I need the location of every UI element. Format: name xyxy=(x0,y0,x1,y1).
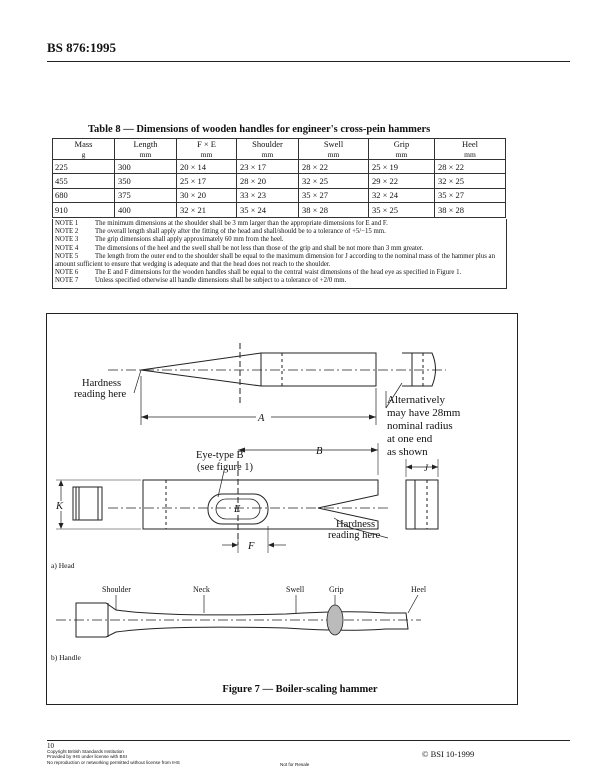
column-header: Mass xyxy=(53,139,115,150)
note-4 xyxy=(55,245,504,253)
table-cell: 28 × 22 xyxy=(299,160,369,174)
table-cell: 35 × 27 xyxy=(435,188,506,202)
column-header: Heel xyxy=(435,139,506,150)
handle-label-swell: Swell xyxy=(286,585,305,594)
table-cell: 910 xyxy=(53,203,115,217)
note-label: NOTE 3 xyxy=(55,236,79,244)
note-text: The dimensions of the heel and the swell shall be not less than those of the grip and shall be not more than 3 mm greater. xyxy=(95,244,424,252)
note-5 xyxy=(55,253,504,269)
table-cell: 29 × 22 xyxy=(369,174,435,188)
table-notes xyxy=(52,219,507,289)
eye-type-label: Eye-type B xyxy=(196,450,244,461)
copyright-notice xyxy=(47,749,180,765)
table-row xyxy=(53,160,506,174)
note-text: The grip dimensions shall apply approximately 60 mm from the heel. xyxy=(95,236,284,244)
alternatively-label: nominal radius xyxy=(387,420,453,432)
table-cell: 30 × 20 xyxy=(177,188,237,202)
note-1 xyxy=(55,220,504,228)
dim-a-label: A xyxy=(258,413,265,424)
column-unit: mm xyxy=(115,149,177,160)
header-rule xyxy=(47,61,570,62)
hardness-right-label: reading here xyxy=(328,530,381,541)
table-cell: 35 × 27 xyxy=(299,188,369,202)
table-title: Table 8 — Dimensions of wooden handles for engineer's cross-pein hammers xyxy=(88,124,431,135)
footer-rule xyxy=(47,740,570,741)
alternatively-label: Alternatively xyxy=(387,394,446,406)
column-unit: mm xyxy=(435,149,506,160)
table-cell: 38 × 28 xyxy=(435,203,506,217)
table-cell: 25 × 17 xyxy=(177,174,237,188)
dim-k-label: K xyxy=(56,501,64,512)
hardness-left-label: reading here xyxy=(74,389,127,400)
note-text: Unless specified otherwise all handle dimensions shall be subject to a tolerance of +2/0 mm. xyxy=(95,277,347,285)
not-for-resale: Not for Resale xyxy=(280,762,310,767)
note-label: NOTE 7 xyxy=(55,277,79,285)
grip-section xyxy=(327,605,343,635)
table-cell: 28 × 20 xyxy=(237,174,299,188)
alternatively-label: may have 28mm xyxy=(387,407,461,419)
table-cell: 300 xyxy=(115,160,177,174)
table-cell: 28 × 22 xyxy=(435,160,506,174)
note-label: NOTE 2 xyxy=(55,228,79,236)
table-cell: 32 × 21 xyxy=(177,203,237,217)
note-text: The minimum dimensions at the shoulder shall be 3 mm larger than the appropriate dimensions for E and F. xyxy=(95,220,388,227)
subfigure-label-handle: b) Handle xyxy=(51,653,81,662)
copyright-line: No reproduction or networking permitted without license from IHS xyxy=(47,759,180,765)
handle-label-neck: Neck xyxy=(193,585,210,594)
hammer-drawing xyxy=(46,313,516,683)
table-cell: 375 xyxy=(115,188,177,202)
dimensions-table xyxy=(52,138,506,218)
column-header: Swell xyxy=(299,139,369,150)
table-cell: 400 xyxy=(115,203,177,217)
standard-code: BS 876:1995 xyxy=(47,40,116,55)
note-2 xyxy=(55,228,504,236)
note-label: NOTE 1 xyxy=(55,220,79,227)
dim-b-label: B xyxy=(316,446,323,457)
note-text: The overall length shall apply after the fitting of the head and shall/should be to a tolerance of +5/−15 mm. xyxy=(95,228,386,236)
table-cell: 455 xyxy=(53,174,115,188)
note-label: NOTE 6 xyxy=(55,269,79,277)
copyright-line: Provided by IHS under license with BSI xyxy=(47,754,127,760)
handle-label-heel: Heel xyxy=(411,585,427,594)
table-cell: 32 × 25 xyxy=(299,174,369,188)
column-header: Length xyxy=(115,139,177,150)
copyright-bsi: © BSI 10-1999 xyxy=(422,749,475,759)
column-header: F × E xyxy=(177,139,237,150)
head-end-view xyxy=(402,353,436,386)
table-cell: 35 × 24 xyxy=(237,203,299,217)
table-row xyxy=(53,203,506,217)
eye-type-label: (see figure 1) xyxy=(197,462,253,473)
head-side-outline xyxy=(141,353,376,386)
table-cell: 23 × 17 xyxy=(237,160,299,174)
note-label: NOTE 5 xyxy=(55,252,79,260)
figure-caption: Figure 7 — Boiler-scaling hammer xyxy=(222,684,378,695)
table-cell: 350 xyxy=(115,174,177,188)
column-unit: mm xyxy=(237,149,299,160)
note-text: The length from the outer end to the shoulder shall be equal to the maximum dimension for J according to the nominal mass of the hammer plus an amount sufficient to ensure that wedging is adequate and that the head does not reach to the shoulder. xyxy=(55,252,495,269)
column-header: Shoulder xyxy=(237,139,299,150)
note-label: NOTE 4 xyxy=(55,244,79,252)
table-header-row xyxy=(53,139,506,150)
table-row xyxy=(53,174,506,188)
table-cell: 32 × 25 xyxy=(435,174,506,188)
table-cell: 680 xyxy=(53,188,115,202)
handle-label-grip: Grip xyxy=(329,585,344,594)
table-cell: 20 × 14 xyxy=(177,160,237,174)
dim-j-label: J xyxy=(424,463,428,473)
note-7 xyxy=(55,277,504,285)
column-header: Grip xyxy=(369,139,435,150)
note-6 xyxy=(55,269,504,277)
column-unit: mm xyxy=(299,149,369,160)
column-unit: mm xyxy=(177,149,237,160)
table-cell: 225 xyxy=(53,160,115,174)
handle-label-shoulder: Shoulder xyxy=(102,585,131,594)
dim-e-label: E xyxy=(234,504,241,515)
alternatively-label: at one end xyxy=(387,433,433,445)
table-cell: 35 × 25 xyxy=(369,203,435,217)
hardness-right-label: Hardness xyxy=(336,519,376,530)
column-unit: g xyxy=(53,149,115,160)
alternatively-label: as shown xyxy=(387,446,428,458)
head-end-plan xyxy=(406,480,438,529)
table-cell: 25 × 19 xyxy=(369,160,435,174)
table-row xyxy=(53,188,506,202)
dim-f-label: F xyxy=(248,541,255,552)
subfigure-label-head: a) Head xyxy=(51,561,75,570)
page-number: 10 xyxy=(47,742,54,750)
table-units-row xyxy=(53,149,506,160)
note-3 xyxy=(55,236,504,244)
table-cell: 33 × 23 xyxy=(237,188,299,202)
hardness-left-label: Hardness xyxy=(82,378,122,389)
note-text: The E and F dimensions for the wooden handles shall be equal to the central waist dimensions of the head eye as specified in Figure 1. xyxy=(95,269,462,277)
table-cell: 32 × 24 xyxy=(369,188,435,202)
copyright-line: Copyright British Standards Institution xyxy=(47,749,124,754)
column-unit: mm xyxy=(369,149,435,160)
table-cell: 38 × 28 xyxy=(299,203,369,217)
